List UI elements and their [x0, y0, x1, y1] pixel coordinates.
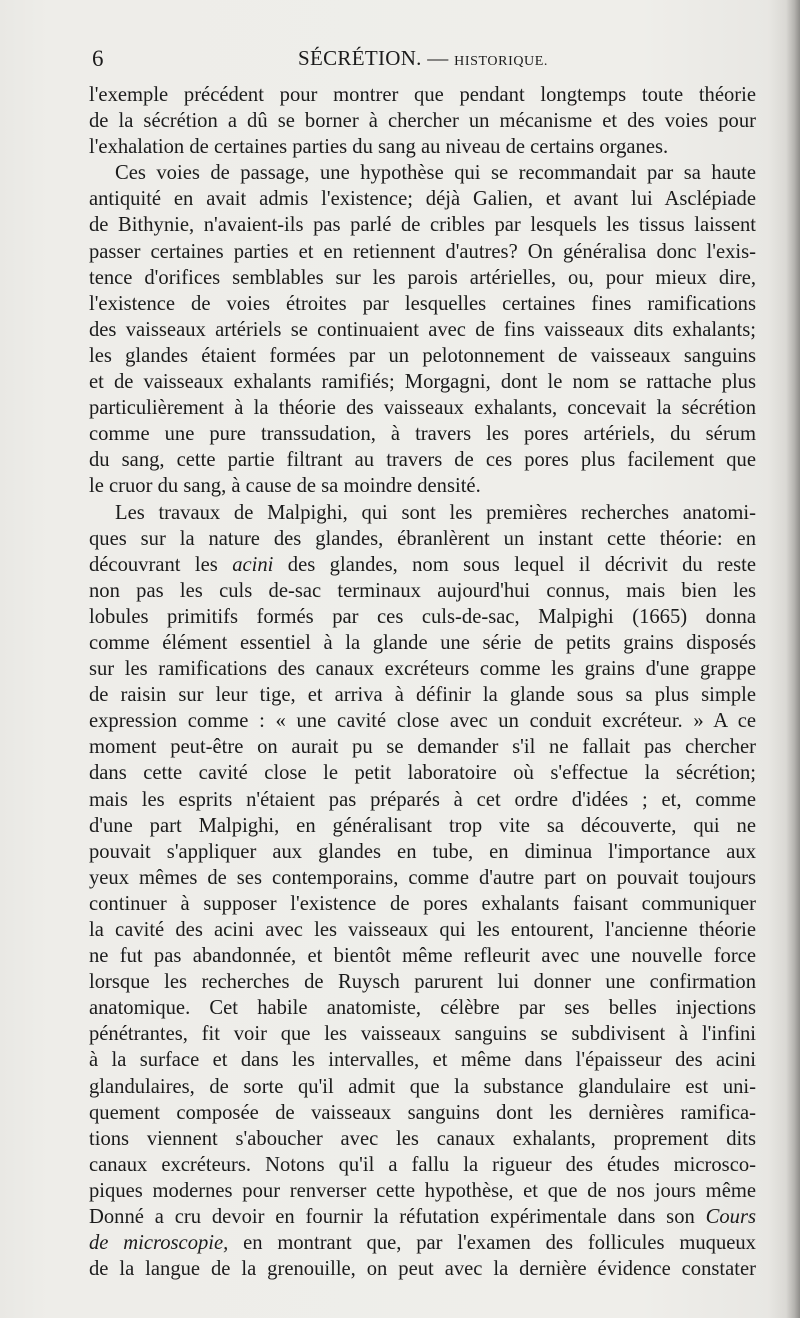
text-line: particulièrement à la théorie des vaisseaux exhalants, concevait la sécrétion [89, 397, 756, 420]
text-line: expression comme : « une cavité close avec un conduit excréteur. » A ce [89, 710, 756, 733]
text-line: passer certaines parties et en retiennent d'autres? On généralisa donc l'exis- [89, 240, 756, 263]
text-line: l'exemple précédent pour montrer que pendant longtemps toute théorie [89, 84, 756, 106]
text-line: comme élément essentiel à la glande une série de petits grains disposés [89, 631, 756, 654]
italic-title-microscopie: de microscopie, [89, 1232, 229, 1255]
running-title [92, 46, 754, 71]
text-line: la cavité des acini avec les vaisseaux qui les entourent, l'ancienne théorie [89, 919, 756, 941]
text-line: à la surface et dans les intervalles, et même dans l'épaisseur des acini [89, 1049, 756, 1072]
text-line: dans cette cavité close le petit laboratoire où s'effectue la sécrétion; [89, 762, 756, 785]
body-text [89, 82, 756, 1282]
text-line: lobules primitifs formés par ces culs-de-sac, Malpighi (1665) donna [89, 605, 756, 628]
text-line: glandulaires, de sorte qu'il admit que la substance glandulaire est uni- [89, 1075, 756, 1098]
text-line: d'une part Malpighi, en généralisant trop vite sa découverte, qui ne [89, 814, 756, 837]
text-line: yeux mêmes de ses contemporains, comme d'autre part on pouvait toujours [89, 866, 756, 889]
running-title-separator: — [427, 46, 449, 70]
text-line: pénétrantes, fit voir que les vaisseaux sanguins se subdivisent à l'infini [89, 1023, 756, 1046]
text-line [89, 552, 756, 578]
text-line: mais les esprits n'étaient pas préparés à cet ordre d'idées ; et, comme [89, 788, 756, 811]
text-line [89, 1204, 756, 1230]
text-line: des vaisseaux artériels se continuaient avec de fins vaisseaux dits exhalants; [89, 318, 756, 341]
text-line: sur les ramifications des canaux excréteurs comme les grains d'une grappe [89, 658, 756, 681]
text-fragment: Donné a cru devoir en fournir la réfutation expérimentale dans son [89, 1206, 706, 1229]
text-line: tions viennent s'aboucher avec les canaux exhalants, proprement dits [89, 1127, 756, 1150]
text-line: moment peut-être on aurait pu se demander s'il ne fallait pas chercher [89, 736, 756, 759]
italic-term-acini: acini [232, 553, 274, 576]
text-line: tence d'orifices semblables sur les parois artérielles, ou, pour mieux dire, [89, 266, 756, 289]
text-line: anatomique. Cet habile anatomiste, célèbre par ses belles injections [89, 997, 756, 1020]
text-fragment: des glandes, nom sous lequel il décrivit du reste [273, 553, 756, 576]
text-line: comme une pure transsudation, à travers les pores artériels, du sérum [89, 423, 756, 446]
text-line: canaux excréteurs. Notons qu'il a fallu la rigueur des études microsco- [89, 1153, 756, 1176]
text-fragment: découvrant les [89, 553, 233, 576]
text-line: pouvait s'appliquer aux glandes en tube, en diminua l'importance aux [89, 840, 756, 863]
text-line: du sang, cette partie filtrant au travers de ces pores plus facilement que [89, 449, 756, 472]
text-line: de la sécrétion a dû se borner à chercher un mécanisme et des voies pour [89, 110, 756, 133]
text-line: ques sur la nature des glandes, ébranlèrent un instant cette théorie: en [89, 527, 756, 550]
text-fragment: en montrant que, par l'examen des follicules muqueux [228, 1232, 756, 1255]
running-title-subtitle: HISTORIQUE. [454, 54, 549, 69]
text-line: ne fut pas abandonnée, et bientôt même refleurit avec une nouvelle force [89, 945, 756, 968]
text-line: continuer à supposer l'existence de pores exhalants faisant communiquer [89, 892, 756, 915]
text-line: le cruor du sang, à cause de sa moindre densité. [89, 475, 481, 498]
page-header [92, 46, 754, 74]
page-edge-shadow [786, 0, 800, 1318]
italic-title-cours: Cours [705, 1206, 756, 1229]
text-line: de la langue de la grenouille, on peut avec la dernière évidence constater [89, 1258, 756, 1281]
text-line: l'exhalation de certaines parties du sang au niveau de certains organes. [89, 136, 669, 159]
text-line: lorsque les recherches de Ruysch parurent lui donner une confirmation [89, 971, 756, 994]
text-line: l'existence de voies étroites par lesquelles certaines fines ramifications [89, 292, 756, 315]
text-line: non pas les culs de-sac terminaux aujourd'hui connus, mais bien les [89, 579, 756, 602]
text-line: de raisin sur leur tige, et arriva à définir la glande sous sa plus simple [89, 684, 756, 707]
text-line: les glandes étaient formées par un pelotonnement de vaisseaux sanguins [89, 344, 756, 367]
text-line [89, 1230, 756, 1256]
page-number: 6 [92, 46, 104, 71]
text-line: Les travaux de Malpighi, qui sont les premières recherches anatomi- [115, 501, 756, 524]
running-title-main: SÉCRÉTION. [297, 46, 422, 70]
text-line: de Bithynie, n'avaient-ils pas parlé de cribles par lesquels les tissus laissent [89, 214, 756, 237]
text-line: Ces voies de passage, une hypothèse qui se recommandait par sa haute [115, 162, 756, 185]
text-line: piques modernes pour renverser cette hypothèse, et que de nos jours même [89, 1179, 756, 1202]
text-line: quement composée de vaisseaux sanguins dont les dernières ramifica- [89, 1101, 756, 1124]
text-line: antiquité en avait admis l'existence; déjà Galien, et avant lui Asclépiade [89, 188, 756, 211]
text-line: et de vaisseaux exhalants ramifiés; Morgagni, dont le nom se rattache plus [89, 371, 756, 394]
